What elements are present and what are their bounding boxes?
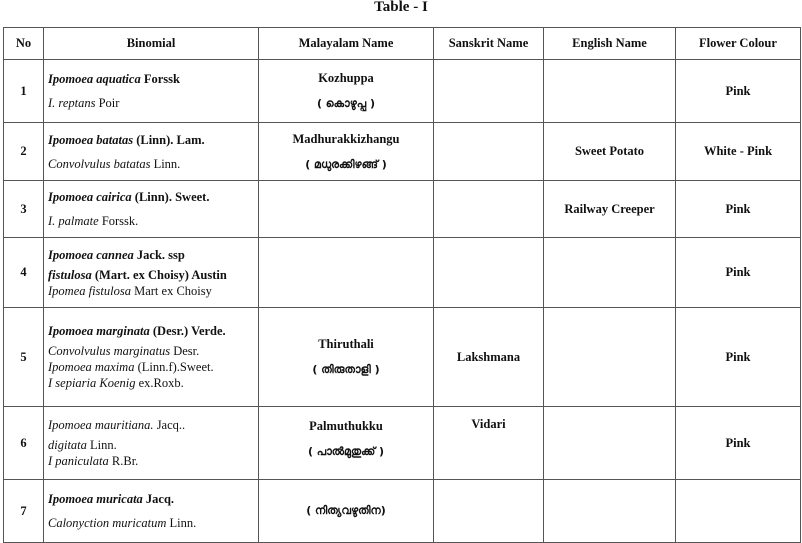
cell-no: 5 (4, 308, 44, 407)
cell-sanskrit (434, 60, 544, 123)
cell-binomial (44, 407, 259, 480)
malayalam-name: Thiruthali (318, 337, 374, 351)
cell-malayalam (259, 123, 434, 181)
malayalam-name: Kozhuppa (318, 71, 374, 85)
binomial-author: Linn. (86, 438, 117, 452)
cell-colour: Pink (676, 181, 801, 238)
cell-english (544, 308, 676, 407)
cell-binomial (44, 308, 259, 407)
header-malayalam: Malayalam Name (259, 28, 434, 60)
binomial-line (48, 453, 258, 469)
binomial-line (48, 247, 258, 263)
binomial-author: Desr. (170, 344, 200, 358)
table-row (4, 60, 801, 123)
cell-binomial (44, 123, 259, 181)
plant-table (3, 27, 801, 543)
cell-malayalam (259, 480, 434, 543)
binomial-italic: Ipomoea marginata (48, 324, 150, 338)
header-colour: Flower Colour (676, 28, 801, 60)
malayalam-script: ( കൊഴുപ്പ ) (316, 97, 376, 110)
cell-malayalam (259, 407, 434, 480)
header-sanskrit: Sanskrit Name (434, 28, 544, 60)
malayalam-name: Palmuthukku (309, 419, 383, 433)
binomial-italic: I sepiaria Koenig (48, 376, 136, 390)
table-row (4, 308, 801, 407)
cell-no: 4 (4, 238, 44, 308)
binomial-author: Forssk (140, 72, 180, 86)
binomial-italic: Ipomoea cannea (48, 247, 134, 262)
binomial-italic: Convolvulus marginatus (48, 344, 171, 358)
cell-binomial (44, 60, 259, 123)
binomial-author: R.Br. (108, 454, 139, 468)
cell-english (544, 407, 676, 480)
binomial-author: Linn. (150, 156, 181, 171)
cell-colour: Pink (676, 407, 801, 480)
binomial-italic: I. reptans (48, 96, 96, 110)
header-no: No (4, 28, 44, 60)
binomial-italic: I. palmate (48, 214, 99, 228)
cell-binomial (44, 181, 259, 238)
binomial-line (48, 343, 258, 359)
binomial-line (48, 95, 258, 111)
cell-english (544, 480, 676, 543)
header-row (4, 28, 801, 60)
binomial-italic: Ipomoea mauritiana. (48, 418, 154, 432)
binomial-line (48, 437, 258, 453)
binomial-line (48, 375, 258, 391)
cell-no: 1 (4, 60, 44, 123)
binomial-line (48, 283, 258, 299)
cell-colour: Pink (676, 308, 801, 407)
binomial-italic: Ipomoea batatas (48, 132, 134, 147)
binomial-line (48, 515, 258, 531)
cell-colour: White - Pink (676, 123, 801, 181)
binomial-italic: Ipomoea muricata (48, 492, 143, 506)
cell-malayalam (259, 308, 434, 407)
binomial-author: Jacq.. (153, 418, 186, 432)
cell-colour: Pink (676, 238, 801, 308)
cell-sanskrit (434, 123, 544, 181)
cell-sanskrit: Lakshmana (434, 308, 544, 407)
binomial-line (48, 267, 258, 283)
binomial-line (48, 323, 258, 339)
cell-sanskrit (434, 181, 544, 238)
binomial-author: (Mart. ex Choisy) Austin (91, 267, 227, 282)
binomial-author: (Linn). Lam. (133, 132, 205, 147)
cell-english (544, 60, 676, 123)
cell-english: Railway Creeper (544, 181, 676, 238)
binomial-author: ex.Roxb. (135, 376, 184, 390)
binomial-line (48, 156, 258, 172)
binomial-line (48, 71, 258, 87)
binomial-italic: Calonyction muricatum (48, 516, 167, 530)
cell-sanskrit (434, 238, 544, 308)
cell-binomial (44, 480, 259, 543)
cell-binomial (44, 238, 259, 308)
table-caption: Table - I (374, 0, 428, 15)
table-row (4, 181, 801, 238)
cell-malayalam (259, 60, 434, 123)
table-row (4, 123, 801, 181)
table-row (4, 238, 801, 308)
header-binomial: Binomial (44, 28, 259, 60)
binomial-author: Mart ex Choisy (130, 283, 212, 298)
cell-colour: Pink (676, 60, 801, 123)
binomial-line (48, 189, 258, 205)
table-row (4, 480, 801, 543)
cell-no: 2 (4, 123, 44, 181)
binomial-italic: Convolvulus batatas (48, 156, 151, 171)
binomial-italic: Ipomea fistulosa (48, 283, 131, 298)
cell-no: 7 (4, 480, 44, 543)
malayalam-script: ( തിരുതാളി ) (312, 363, 380, 376)
cell-sanskrit: Vidari (434, 407, 544, 480)
table-row (4, 407, 801, 480)
malayalam-script: ( പാൽമുതുക്ക് ) (307, 445, 385, 458)
malayalam-script: ( മധുരക്കിഴങ്ങ് ) (305, 157, 387, 171)
cell-malayalam (259, 238, 434, 308)
cell-no: 6 (4, 407, 44, 480)
malayalam-name: Madhurakkizhangu (292, 131, 400, 146)
header-english: English Name (544, 28, 676, 60)
cell-english: Sweet Potato (544, 123, 676, 181)
cell-sanskrit (434, 480, 544, 543)
malayalam-script: ( നിത്യവഴുതിന) (306, 504, 386, 517)
binomial-italic: Ipomoea aquatica (48, 72, 141, 86)
cell-no: 3 (4, 181, 44, 238)
binomial-line (48, 491, 258, 507)
binomial-author: Jack. ssp (133, 247, 185, 262)
binomial-italic: I paniculata (48, 454, 109, 468)
binomial-line (48, 359, 258, 375)
cell-english (544, 238, 676, 308)
binomial-author: Jacq. (142, 492, 175, 506)
binomial-author: Poir (95, 96, 120, 110)
binomial-author: Forssk. (98, 214, 139, 228)
binomial-author: (Linn.f).Sweet. (134, 360, 214, 374)
binomial-author: (Linn). Sweet. (131, 190, 210, 204)
cell-colour (676, 480, 801, 543)
binomial-line (48, 417, 258, 433)
cell-malayalam (259, 181, 434, 238)
binomial-italic: Ipomoea cairica (48, 190, 132, 204)
binomial-author: (Desr.) Verde. (149, 324, 226, 338)
binomial-italic: fistulosa (48, 267, 92, 282)
binomial-line (48, 213, 258, 229)
binomial-author: Linn. (166, 516, 197, 530)
binomial-italic: Ipomoea maxima (48, 360, 135, 374)
binomial-italic: digitata (48, 438, 87, 452)
binomial-line (48, 132, 258, 148)
